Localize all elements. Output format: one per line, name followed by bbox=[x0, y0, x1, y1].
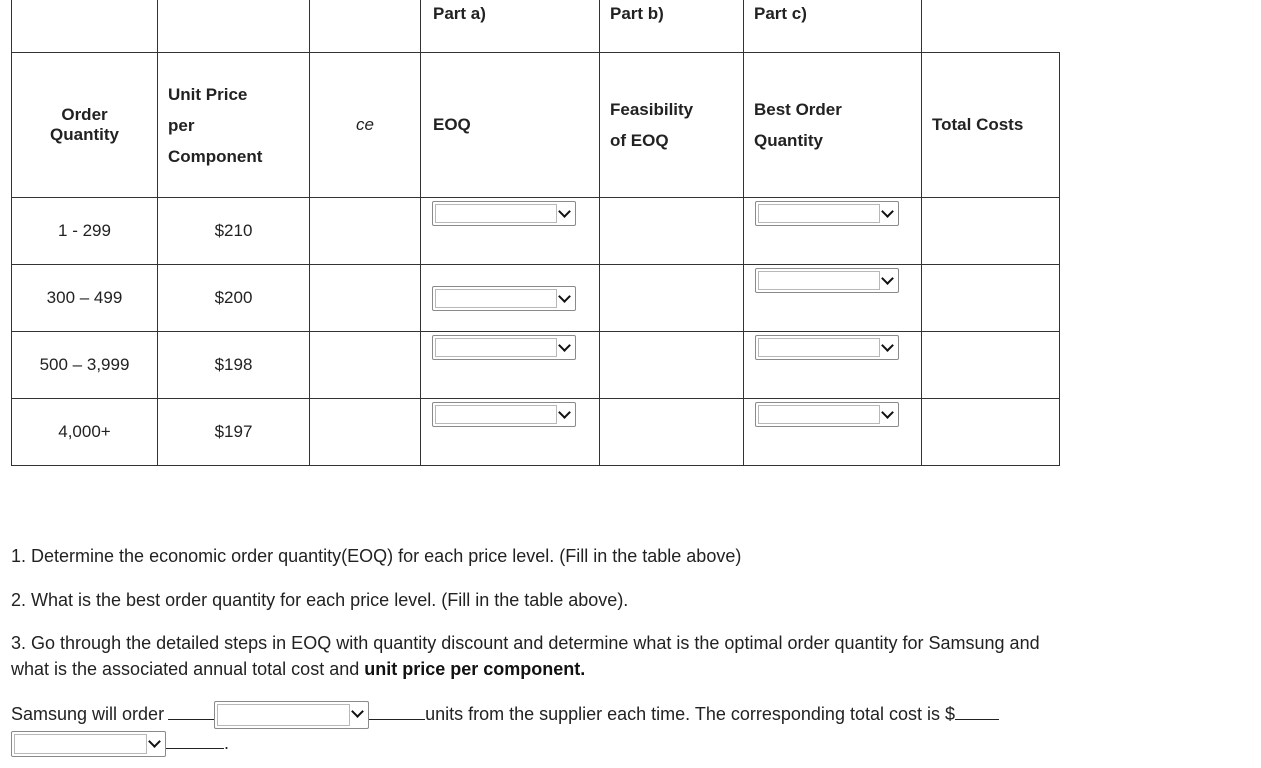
table-row bbox=[12, 399, 1060, 466]
eoq-header: EOQ bbox=[421, 53, 600, 198]
best-order-cell bbox=[744, 399, 922, 466]
feasibility-cell bbox=[600, 399, 744, 466]
answer-end: . bbox=[224, 732, 230, 753]
question-3-line-1: 3. Go through the detailed steps in EOQ with quantity discount and determine what is the optimal order quantity for Samsung and bbox=[11, 633, 1040, 653]
chevron-down-icon bbox=[558, 406, 571, 419]
price-cell: $198 bbox=[158, 332, 310, 399]
table-row bbox=[12, 265, 1060, 332]
chevron-down-icon bbox=[558, 290, 571, 303]
eoq-select[interactable] bbox=[432, 201, 576, 226]
part-c-label: Part c) bbox=[744, 0, 922, 53]
total-cost-select[interactable] bbox=[11, 731, 166, 757]
ce-header: ce bbox=[310, 53, 421, 198]
chevron-down-icon bbox=[558, 205, 571, 218]
chevron-down-icon bbox=[148, 735, 161, 748]
eoq-select[interactable] bbox=[432, 335, 576, 360]
ce-cell bbox=[310, 399, 421, 466]
answer-line-2 bbox=[11, 731, 229, 757]
ce-cell bbox=[310, 332, 421, 399]
answer-line bbox=[11, 701, 999, 729]
total-costs-cell bbox=[922, 332, 1060, 399]
question-2: 2. What is the best order quantity for each price level. (Fill in the table above). bbox=[11, 590, 629, 610]
column-header-row bbox=[12, 53, 1060, 198]
total-costs-header: Total Costs bbox=[922, 53, 1060, 198]
eoq-cell bbox=[421, 332, 600, 399]
best-order-select[interactable] bbox=[755, 335, 899, 360]
feasibility-cell bbox=[600, 198, 744, 265]
total-costs-cell bbox=[922, 399, 1060, 466]
quantity-cell: 500 – 3,999 bbox=[12, 332, 158, 399]
quantity-cell: 1 - 299 bbox=[12, 198, 158, 265]
quantity-cell: 300 – 499 bbox=[12, 265, 158, 332]
feasibility-cell bbox=[600, 265, 744, 332]
part-b-label: Part b) bbox=[600, 0, 744, 53]
eoq-cell bbox=[421, 265, 600, 332]
total-costs-cell bbox=[922, 198, 1060, 265]
chevron-down-icon bbox=[351, 705, 364, 718]
question-3-line-2: what is the associated annual total cost and unit price per component. bbox=[11, 659, 586, 679]
chevron-down-icon bbox=[881, 339, 894, 352]
question-1: 1. Determine the economic order quantity(EOQ) for each price level. (Fill in the table above) bbox=[11, 546, 742, 566]
best-order-select[interactable] bbox=[755, 201, 899, 226]
best-order-select[interactable] bbox=[755, 402, 899, 427]
best-order-cell bbox=[744, 265, 922, 332]
price-cell: $200 bbox=[158, 265, 310, 332]
chevron-down-icon bbox=[881, 272, 894, 285]
best-order-cell bbox=[744, 198, 922, 265]
eoq-cell bbox=[421, 399, 600, 466]
feasibility-cell bbox=[600, 332, 744, 399]
part-label-row bbox=[12, 0, 1060, 53]
chevron-down-icon bbox=[558, 339, 571, 352]
eoq-select[interactable] bbox=[432, 402, 576, 427]
best-order-cell bbox=[744, 332, 922, 399]
eoq-select[interactable] bbox=[432, 286, 576, 311]
table-row bbox=[12, 332, 1060, 399]
quantity-cell: 4,000+ bbox=[12, 399, 158, 466]
feasibility-header: Feasibility of EOQ bbox=[600, 53, 744, 198]
ce-cell bbox=[310, 198, 421, 265]
unit-price-header: Unit Price per Component bbox=[158, 53, 310, 198]
order-quantity-select[interactable] bbox=[214, 701, 369, 729]
best-order-select[interactable] bbox=[755, 268, 899, 293]
table-row bbox=[12, 198, 1060, 265]
eoq-table bbox=[11, 0, 1060, 466]
answer-prefix: Samsung will order bbox=[11, 703, 165, 724]
eoq-cell bbox=[421, 198, 600, 265]
price-cell: $197 bbox=[158, 399, 310, 466]
best-order-header: Best Order Quantity bbox=[744, 53, 922, 198]
chevron-down-icon bbox=[881, 205, 894, 218]
total-costs-cell bbox=[922, 265, 1060, 332]
answer-middle: units from the supplier each time. The corresponding total cost is $ bbox=[425, 703, 955, 724]
order-quantity-header: Order Quantity bbox=[12, 53, 158, 198]
part-a-label: Part a) bbox=[421, 0, 600, 53]
unit-price-emphasis: unit price per component. bbox=[364, 659, 586, 679]
chevron-down-icon bbox=[881, 406, 894, 419]
ce-cell bbox=[310, 265, 421, 332]
price-cell: $210 bbox=[158, 198, 310, 265]
